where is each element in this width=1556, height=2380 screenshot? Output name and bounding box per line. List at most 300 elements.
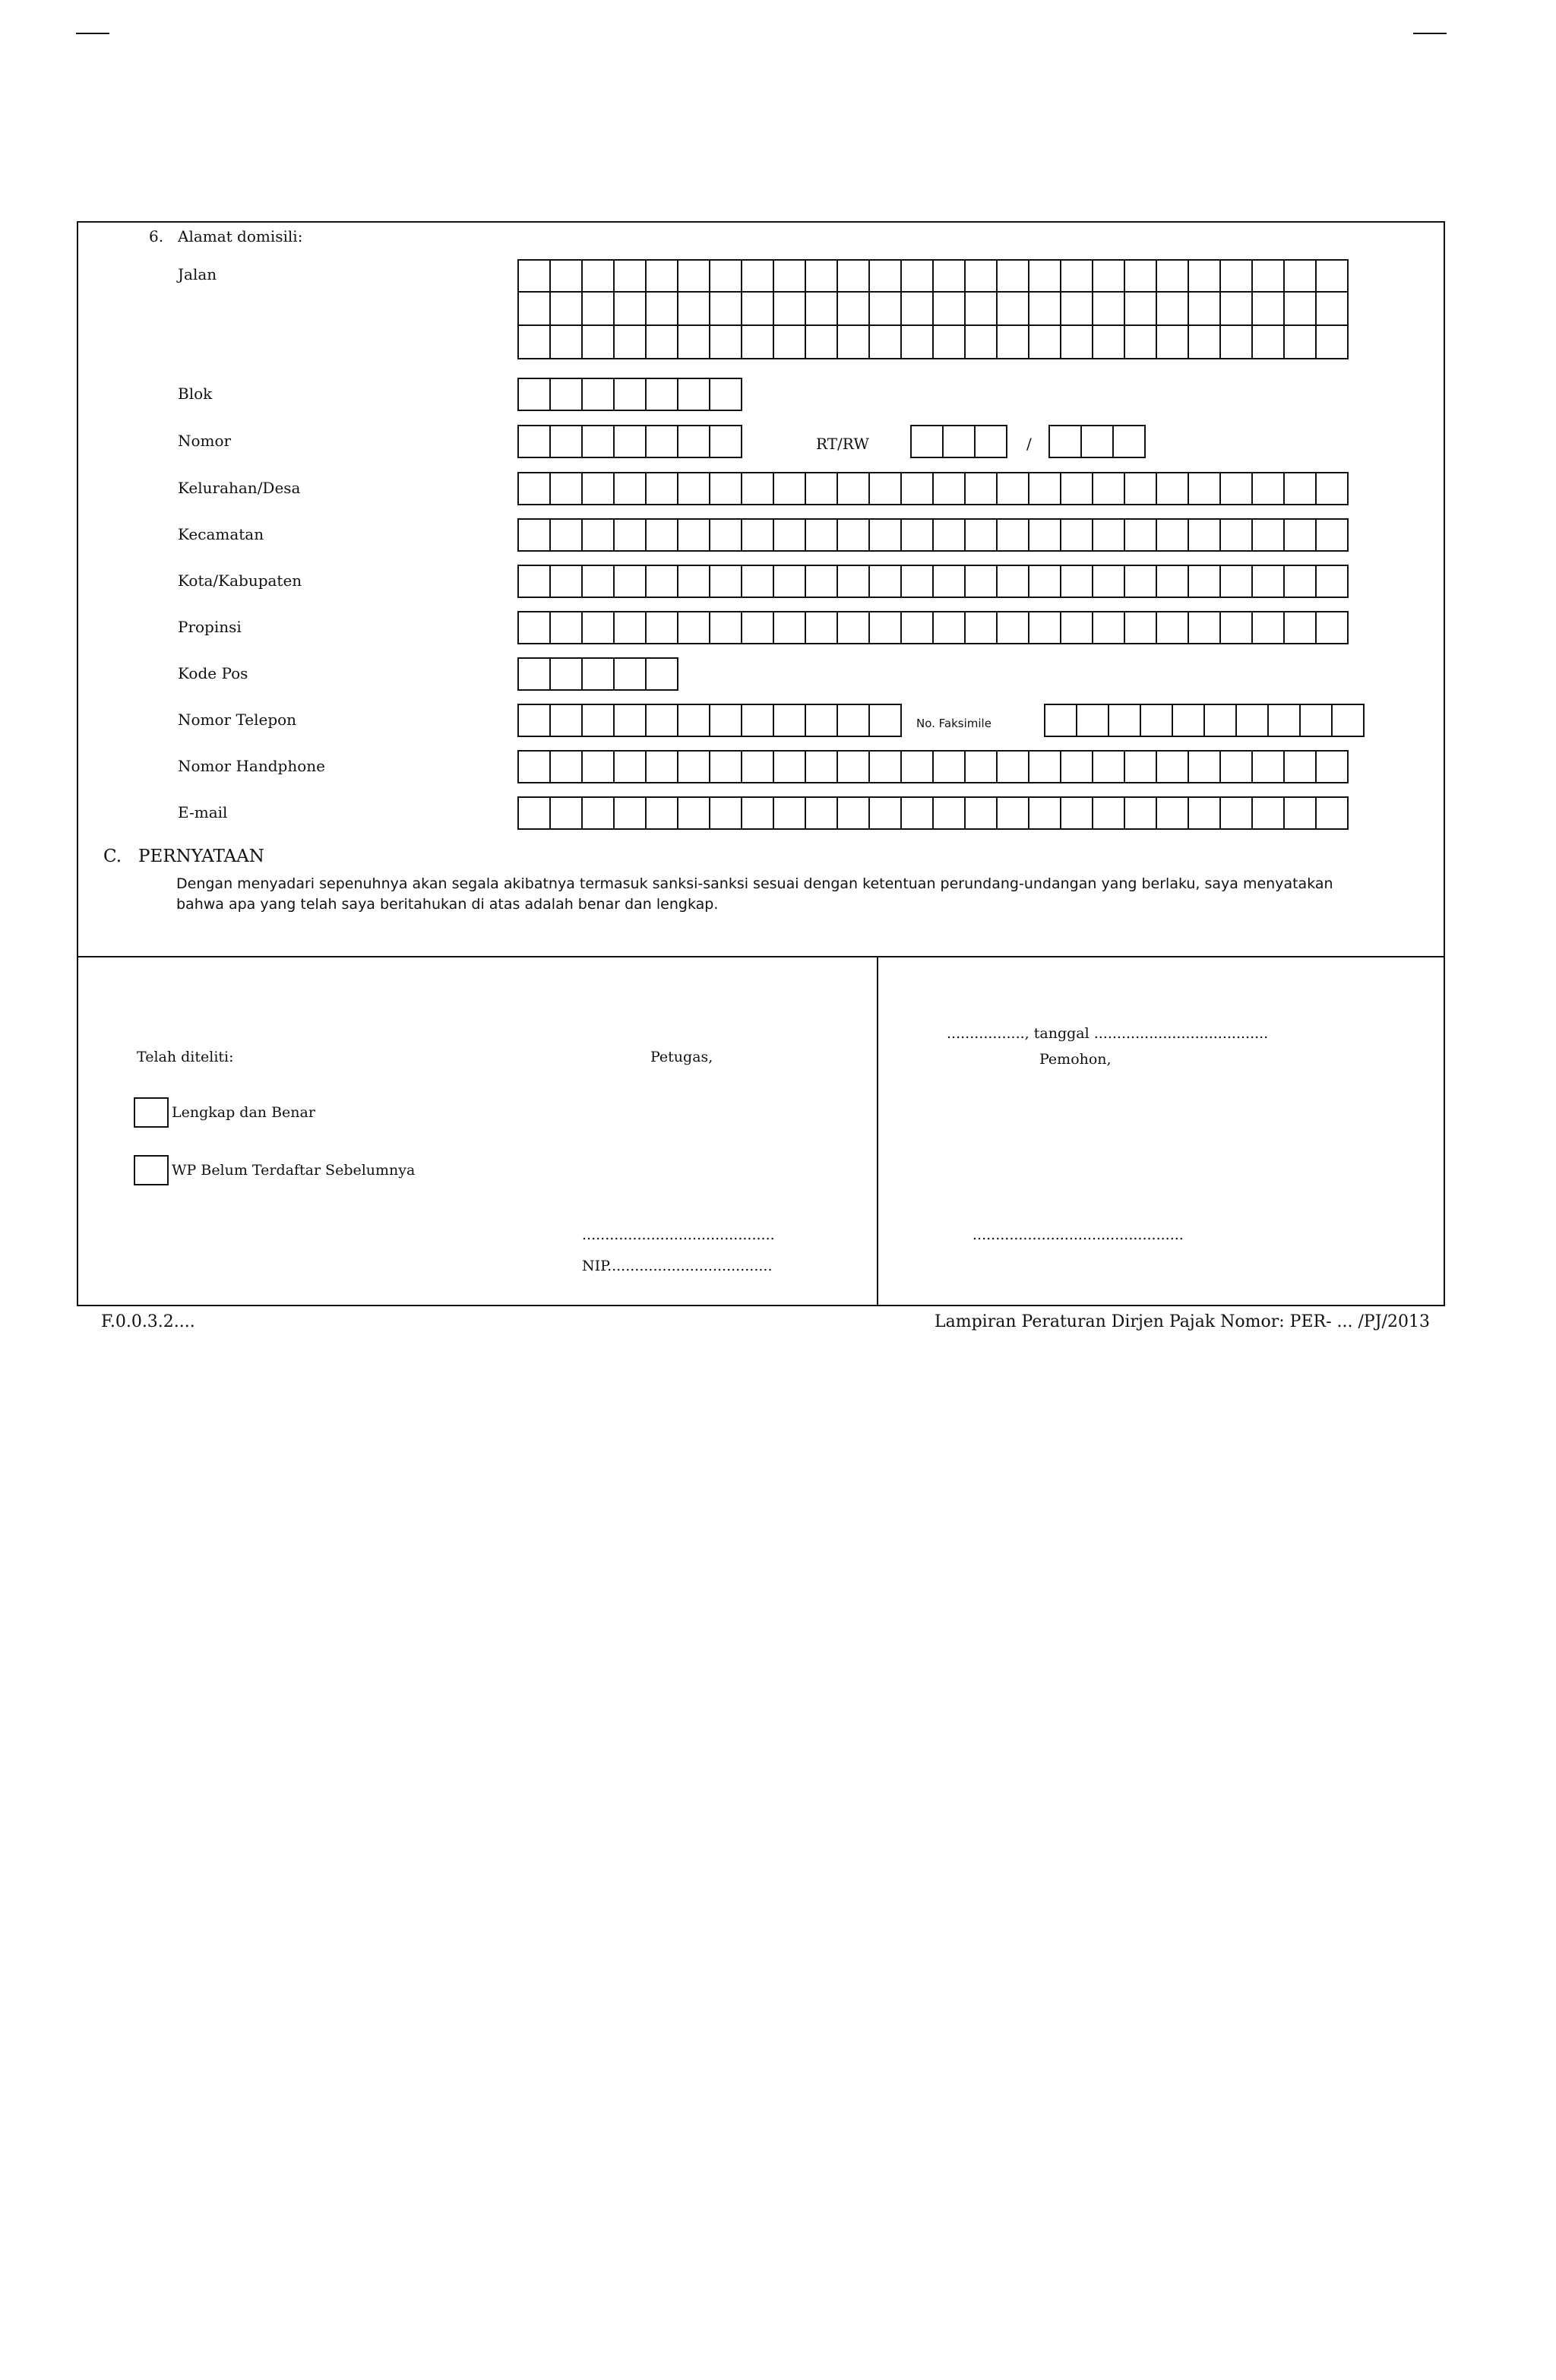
character-box[interactable] bbox=[870, 259, 902, 293]
character-box[interactable] bbox=[647, 472, 678, 505]
faksimile-input-grid[interactable] bbox=[1044, 704, 1365, 737]
character-box[interactable] bbox=[742, 518, 774, 552]
character-box[interactable] bbox=[710, 611, 742, 644]
character-box[interactable] bbox=[1061, 472, 1093, 505]
propinsi-input-grid[interactable] bbox=[517, 611, 1349, 644]
character-box[interactable] bbox=[774, 259, 806, 293]
character-box[interactable] bbox=[1157, 326, 1189, 359]
character-box[interactable] bbox=[647, 293, 678, 326]
character-box[interactable] bbox=[806, 472, 838, 505]
character-box[interactable] bbox=[615, 472, 647, 505]
character-box[interactable] bbox=[1093, 565, 1125, 598]
character-box[interactable] bbox=[1029, 750, 1061, 783]
character-box[interactable] bbox=[966, 518, 998, 552]
character-box[interactable] bbox=[1317, 518, 1349, 552]
character-box[interactable] bbox=[1317, 611, 1349, 644]
character-box[interactable] bbox=[966, 293, 998, 326]
character-box[interactable] bbox=[870, 472, 902, 505]
character-box[interactable] bbox=[966, 259, 998, 293]
character-box[interactable] bbox=[1050, 425, 1082, 458]
character-box[interactable] bbox=[902, 293, 934, 326]
character-box[interactable] bbox=[1333, 704, 1365, 737]
character-box[interactable] bbox=[1093, 293, 1125, 326]
character-box[interactable] bbox=[998, 293, 1029, 326]
character-box[interactable] bbox=[678, 259, 710, 293]
character-box[interactable] bbox=[742, 326, 774, 359]
character-box[interactable] bbox=[838, 704, 870, 737]
character-box[interactable] bbox=[1125, 750, 1157, 783]
character-box[interactable] bbox=[902, 611, 934, 644]
character-box[interactable] bbox=[934, 518, 966, 552]
character-box[interactable] bbox=[678, 565, 710, 598]
character-box[interactable] bbox=[742, 472, 774, 505]
character-box[interactable] bbox=[1205, 704, 1237, 737]
character-box[interactable] bbox=[838, 518, 870, 552]
character-box[interactable] bbox=[1285, 518, 1317, 552]
character-box[interactable] bbox=[519, 657, 551, 691]
character-box[interactable] bbox=[838, 565, 870, 598]
character-box[interactable] bbox=[838, 611, 870, 644]
character-box[interactable] bbox=[710, 472, 742, 505]
character-box[interactable] bbox=[583, 611, 615, 644]
character-box[interactable] bbox=[806, 326, 838, 359]
character-box[interactable] bbox=[1253, 326, 1285, 359]
character-box[interactable] bbox=[1157, 611, 1189, 644]
character-box[interactable] bbox=[678, 326, 710, 359]
character-box[interactable] bbox=[647, 796, 678, 830]
checkbox-belum-terdaftar-label: WP Belum Terdaftar Sebelumnya bbox=[172, 1162, 416, 1179]
character-box[interactable] bbox=[647, 378, 678, 411]
character-box[interactable] bbox=[678, 750, 710, 783]
character-box[interactable] bbox=[1029, 565, 1061, 598]
character-box[interactable] bbox=[1029, 259, 1061, 293]
character-box[interactable] bbox=[742, 611, 774, 644]
character-box[interactable] bbox=[583, 425, 615, 458]
character-box[interactable] bbox=[1061, 796, 1093, 830]
character-box[interactable] bbox=[710, 750, 742, 783]
character-box[interactable] bbox=[806, 259, 838, 293]
character-box[interactable] bbox=[838, 326, 870, 359]
character-box[interactable] bbox=[1157, 750, 1189, 783]
character-box[interactable] bbox=[742, 259, 774, 293]
character-box[interactable] bbox=[998, 611, 1029, 644]
character-box[interactable] bbox=[1109, 704, 1141, 737]
kelurahan-input-grid[interactable] bbox=[517, 472, 1349, 505]
character-box[interactable] bbox=[1253, 796, 1285, 830]
character-box[interactable] bbox=[966, 611, 998, 644]
character-box[interactable] bbox=[710, 518, 742, 552]
character-box[interactable] bbox=[710, 565, 742, 598]
character-box[interactable] bbox=[742, 796, 774, 830]
character-box[interactable] bbox=[1125, 472, 1157, 505]
character-box[interactable] bbox=[1125, 259, 1157, 293]
character-box[interactable] bbox=[902, 259, 934, 293]
character-box[interactable] bbox=[998, 259, 1029, 293]
character-box[interactable] bbox=[583, 472, 615, 505]
character-box[interactable] bbox=[1157, 565, 1189, 598]
character-box[interactable] bbox=[1157, 472, 1189, 505]
character-box[interactable] bbox=[998, 472, 1029, 505]
character-box[interactable] bbox=[902, 472, 934, 505]
character-box[interactable] bbox=[934, 293, 966, 326]
label-rt-rw: RT/RW bbox=[816, 435, 869, 453]
character-box[interactable] bbox=[806, 518, 838, 552]
character-box[interactable] bbox=[519, 565, 551, 598]
character-box[interactable] bbox=[1221, 750, 1253, 783]
character-box[interactable] bbox=[678, 518, 710, 552]
character-box[interactable] bbox=[976, 425, 1007, 458]
character-box[interactable] bbox=[1029, 472, 1061, 505]
character-box[interactable] bbox=[966, 565, 998, 598]
character-box[interactable] bbox=[1237, 704, 1269, 737]
character-box[interactable] bbox=[519, 293, 551, 326]
character-box[interactable] bbox=[1253, 565, 1285, 598]
character-box[interactable] bbox=[934, 750, 966, 783]
character-box[interactable] bbox=[519, 425, 551, 458]
character-box[interactable] bbox=[678, 611, 710, 644]
character-box[interactable] bbox=[934, 259, 966, 293]
character-box[interactable] bbox=[934, 326, 966, 359]
character-box[interactable] bbox=[519, 472, 551, 505]
character-box[interactable] bbox=[710, 425, 742, 458]
character-box[interactable] bbox=[806, 704, 838, 737]
character-box[interactable] bbox=[615, 704, 647, 737]
character-box[interactable] bbox=[615, 565, 647, 598]
character-box[interactable] bbox=[1285, 293, 1317, 326]
character-box[interactable] bbox=[1157, 796, 1189, 830]
character-box[interactable] bbox=[551, 472, 583, 505]
character-box[interactable] bbox=[1077, 704, 1109, 737]
character-box[interactable] bbox=[583, 259, 615, 293]
character-box[interactable] bbox=[934, 611, 966, 644]
character-box[interactable] bbox=[583, 657, 615, 691]
character-box[interactable] bbox=[1093, 518, 1125, 552]
character-box[interactable] bbox=[902, 565, 934, 598]
character-box[interactable] bbox=[774, 611, 806, 644]
character-box[interactable] bbox=[615, 611, 647, 644]
character-box[interactable] bbox=[774, 472, 806, 505]
character-box[interactable] bbox=[710, 259, 742, 293]
jalan-input-grid[interactable] bbox=[517, 259, 1349, 359]
character-box[interactable] bbox=[1221, 472, 1253, 505]
character-box[interactable] bbox=[870, 326, 902, 359]
character-box[interactable] bbox=[583, 704, 615, 737]
character-box[interactable] bbox=[806, 293, 838, 326]
character-box[interactable] bbox=[806, 611, 838, 644]
character-box[interactable] bbox=[742, 565, 774, 598]
character-box[interactable] bbox=[1061, 750, 1093, 783]
character-box[interactable] bbox=[1317, 796, 1349, 830]
label-kecamatan: Kecamatan bbox=[178, 525, 264, 543]
character-box[interactable] bbox=[551, 796, 583, 830]
character-box[interactable] bbox=[774, 518, 806, 552]
character-box[interactable] bbox=[998, 750, 1029, 783]
character-box[interactable] bbox=[519, 750, 551, 783]
character-box[interactable] bbox=[870, 796, 902, 830]
character-box[interactable] bbox=[551, 704, 583, 737]
character-box[interactable] bbox=[1221, 518, 1253, 552]
character-box[interactable] bbox=[1093, 796, 1125, 830]
character-box[interactable] bbox=[1093, 750, 1125, 783]
character-box[interactable] bbox=[742, 704, 774, 737]
character-box[interactable] bbox=[1189, 796, 1221, 830]
character-box[interactable] bbox=[1125, 326, 1157, 359]
character-box[interactable] bbox=[1285, 472, 1317, 505]
handphone-input-grid[interactable] bbox=[517, 750, 1349, 783]
blok-input-grid[interactable] bbox=[517, 378, 742, 411]
character-box[interactable] bbox=[678, 704, 710, 737]
character-box[interactable] bbox=[966, 326, 998, 359]
kode-pos-input-grid[interactable] bbox=[517, 657, 678, 691]
character-box[interactable] bbox=[551, 378, 583, 411]
character-box[interactable] bbox=[519, 611, 551, 644]
character-box[interactable] bbox=[1114, 425, 1146, 458]
character-box[interactable] bbox=[519, 518, 551, 552]
character-box[interactable] bbox=[902, 750, 934, 783]
character-box[interactable] bbox=[1221, 611, 1253, 644]
character-box[interactable] bbox=[934, 565, 966, 598]
character-box[interactable] bbox=[1189, 259, 1221, 293]
character-box[interactable] bbox=[615, 796, 647, 830]
character-box[interactable] bbox=[1317, 472, 1349, 505]
character-box[interactable] bbox=[615, 425, 647, 458]
character-box[interactable] bbox=[1093, 326, 1125, 359]
character-box[interactable] bbox=[1317, 565, 1349, 598]
character-box[interactable] bbox=[1189, 293, 1221, 326]
character-box[interactable] bbox=[583, 518, 615, 552]
character-box[interactable] bbox=[774, 750, 806, 783]
character-box[interactable] bbox=[551, 657, 583, 691]
character-box[interactable] bbox=[583, 378, 615, 411]
character-box[interactable] bbox=[1285, 326, 1317, 359]
character-box[interactable] bbox=[1253, 611, 1285, 644]
character-box[interactable] bbox=[678, 378, 710, 411]
character-box[interactable] bbox=[1125, 518, 1157, 552]
character-box[interactable] bbox=[870, 704, 902, 737]
character-box[interactable] bbox=[1317, 326, 1349, 359]
character-box[interactable] bbox=[870, 565, 902, 598]
character-box[interactable] bbox=[678, 293, 710, 326]
character-box[interactable] bbox=[838, 796, 870, 830]
character-box[interactable] bbox=[678, 796, 710, 830]
character-box[interactable] bbox=[1253, 293, 1285, 326]
character-box[interactable] bbox=[902, 518, 934, 552]
character-box[interactable] bbox=[519, 326, 551, 359]
character-box[interactable] bbox=[1269, 704, 1301, 737]
character-box[interactable] bbox=[710, 326, 742, 359]
character-box[interactable] bbox=[1189, 518, 1221, 552]
character-box[interactable] bbox=[1189, 565, 1221, 598]
character-box[interactable] bbox=[710, 796, 742, 830]
character-box[interactable] bbox=[710, 293, 742, 326]
character-box[interactable] bbox=[966, 750, 998, 783]
character-box[interactable] bbox=[1189, 472, 1221, 505]
character-box[interactable] bbox=[998, 796, 1029, 830]
character-box[interactable] bbox=[551, 259, 583, 293]
character-box[interactable] bbox=[551, 425, 583, 458]
character-box[interactable] bbox=[710, 704, 742, 737]
character-box[interactable] bbox=[1253, 259, 1285, 293]
character-box[interactable] bbox=[551, 326, 583, 359]
character-box[interactable] bbox=[870, 611, 902, 644]
character-box[interactable] bbox=[1125, 565, 1157, 598]
character-box[interactable] bbox=[838, 472, 870, 505]
character-box[interactable] bbox=[1061, 326, 1093, 359]
character-box[interactable] bbox=[1141, 704, 1173, 737]
character-box[interactable] bbox=[806, 565, 838, 598]
character-box[interactable] bbox=[583, 326, 615, 359]
character-box[interactable] bbox=[870, 518, 902, 552]
character-box[interactable] bbox=[806, 796, 838, 830]
telepon-input-grid[interactable] bbox=[517, 704, 902, 737]
character-box[interactable] bbox=[1285, 750, 1317, 783]
character-box[interactable] bbox=[742, 293, 774, 326]
character-box[interactable] bbox=[583, 796, 615, 830]
character-box[interactable] bbox=[870, 750, 902, 783]
character-box[interactable] bbox=[998, 326, 1029, 359]
character-box[interactable] bbox=[1029, 326, 1061, 359]
character-box[interactable] bbox=[647, 704, 678, 737]
character-box[interactable] bbox=[998, 518, 1029, 552]
character-box[interactable] bbox=[1253, 518, 1285, 552]
character-box[interactable] bbox=[678, 425, 710, 458]
checkbox-belum-terdaftar[interactable] bbox=[134, 1155, 169, 1185]
rw-input-grid[interactable] bbox=[1048, 425, 1146, 458]
character-box[interactable] bbox=[678, 472, 710, 505]
character-box[interactable] bbox=[774, 704, 806, 737]
character-box[interactable] bbox=[806, 750, 838, 783]
character-box[interactable] bbox=[1029, 796, 1061, 830]
character-box[interactable] bbox=[838, 293, 870, 326]
character-box[interactable] bbox=[1189, 750, 1221, 783]
character-box[interactable] bbox=[1125, 796, 1157, 830]
character-box[interactable] bbox=[870, 293, 902, 326]
character-box[interactable] bbox=[1317, 259, 1349, 293]
character-box[interactable] bbox=[1317, 293, 1349, 326]
character-box[interactable] bbox=[647, 326, 678, 359]
character-box[interactable] bbox=[615, 293, 647, 326]
character-box[interactable] bbox=[1157, 518, 1189, 552]
character-box[interactable] bbox=[742, 750, 774, 783]
character-box[interactable] bbox=[1221, 259, 1253, 293]
character-box[interactable] bbox=[1029, 611, 1061, 644]
character-box[interactable] bbox=[615, 750, 647, 783]
character-box[interactable] bbox=[1221, 326, 1253, 359]
character-box[interactable] bbox=[519, 796, 551, 830]
character-box[interactable] bbox=[902, 796, 934, 830]
character-box[interactable] bbox=[1221, 796, 1253, 830]
character-box[interactable] bbox=[1221, 565, 1253, 598]
character-box[interactable] bbox=[647, 425, 678, 458]
character-box[interactable] bbox=[1173, 704, 1205, 737]
character-box[interactable] bbox=[1093, 611, 1125, 644]
character-box[interactable] bbox=[1157, 293, 1189, 326]
character-box[interactable] bbox=[551, 293, 583, 326]
character-box[interactable] bbox=[551, 611, 583, 644]
character-box[interactable] bbox=[1061, 518, 1093, 552]
rt-input-grid[interactable] bbox=[910, 425, 1007, 458]
character-box[interactable] bbox=[934, 472, 966, 505]
character-box[interactable] bbox=[551, 518, 583, 552]
character-box[interactable] bbox=[1189, 326, 1221, 359]
character-box[interactable] bbox=[710, 378, 742, 411]
character-box[interactable] bbox=[838, 259, 870, 293]
character-box[interactable] bbox=[998, 565, 1029, 598]
character-box[interactable] bbox=[1221, 293, 1253, 326]
character-box[interactable] bbox=[1029, 518, 1061, 552]
character-box[interactable] bbox=[1029, 293, 1061, 326]
character-box[interactable] bbox=[551, 750, 583, 783]
nomor-input-grid[interactable] bbox=[517, 425, 742, 458]
character-box[interactable] bbox=[647, 259, 678, 293]
character-box[interactable] bbox=[1061, 611, 1093, 644]
character-box[interactable] bbox=[1285, 796, 1317, 830]
character-box[interactable] bbox=[1285, 611, 1317, 644]
character-box[interactable] bbox=[774, 326, 806, 359]
character-box[interactable] bbox=[838, 750, 870, 783]
character-box[interactable] bbox=[1082, 425, 1114, 458]
character-box[interactable] bbox=[647, 750, 678, 783]
character-box[interactable] bbox=[519, 259, 551, 293]
kecamatan-input-grid[interactable] bbox=[517, 518, 1349, 552]
character-box[interactable] bbox=[1093, 472, 1125, 505]
character-box[interactable] bbox=[519, 378, 551, 411]
character-box[interactable] bbox=[647, 565, 678, 598]
character-box[interactable] bbox=[774, 293, 806, 326]
character-box[interactable] bbox=[1061, 293, 1093, 326]
character-box[interactable] bbox=[912, 425, 944, 458]
character-box[interactable] bbox=[615, 657, 647, 691]
character-box[interactable] bbox=[774, 565, 806, 598]
character-box[interactable] bbox=[1253, 750, 1285, 783]
character-box[interactable] bbox=[1317, 750, 1349, 783]
checkbox-lengkap[interactable] bbox=[134, 1097, 169, 1128]
character-box[interactable] bbox=[902, 326, 934, 359]
character-box[interactable] bbox=[1061, 565, 1093, 598]
character-box[interactable] bbox=[1045, 704, 1077, 737]
character-box[interactable] bbox=[1285, 259, 1317, 293]
character-box[interactable] bbox=[551, 565, 583, 598]
email-input-grid[interactable] bbox=[517, 796, 1349, 830]
character-box[interactable] bbox=[615, 518, 647, 552]
character-box[interactable] bbox=[1125, 611, 1157, 644]
character-box[interactable] bbox=[1061, 259, 1093, 293]
character-box[interactable] bbox=[583, 565, 615, 598]
character-box[interactable] bbox=[966, 796, 998, 830]
kota-input-grid[interactable] bbox=[517, 565, 1349, 598]
character-box[interactable] bbox=[1285, 565, 1317, 598]
character-box[interactable] bbox=[647, 518, 678, 552]
character-box[interactable] bbox=[583, 293, 615, 326]
character-box[interactable] bbox=[615, 259, 647, 293]
character-box[interactable] bbox=[1125, 293, 1157, 326]
character-box[interactable] bbox=[615, 326, 647, 359]
character-box[interactable] bbox=[1189, 611, 1221, 644]
character-box[interactable] bbox=[647, 611, 678, 644]
character-box[interactable] bbox=[774, 796, 806, 830]
character-box[interactable] bbox=[583, 750, 615, 783]
character-box[interactable] bbox=[647, 657, 678, 691]
character-box[interactable] bbox=[519, 704, 551, 737]
character-box[interactable] bbox=[1301, 704, 1333, 737]
character-box[interactable] bbox=[966, 472, 998, 505]
character-box[interactable] bbox=[944, 425, 976, 458]
character-box[interactable] bbox=[934, 796, 966, 830]
character-box[interactable] bbox=[1093, 259, 1125, 293]
character-box[interactable] bbox=[1157, 259, 1189, 293]
character-box[interactable] bbox=[1253, 472, 1285, 505]
character-box[interactable] bbox=[615, 378, 647, 411]
